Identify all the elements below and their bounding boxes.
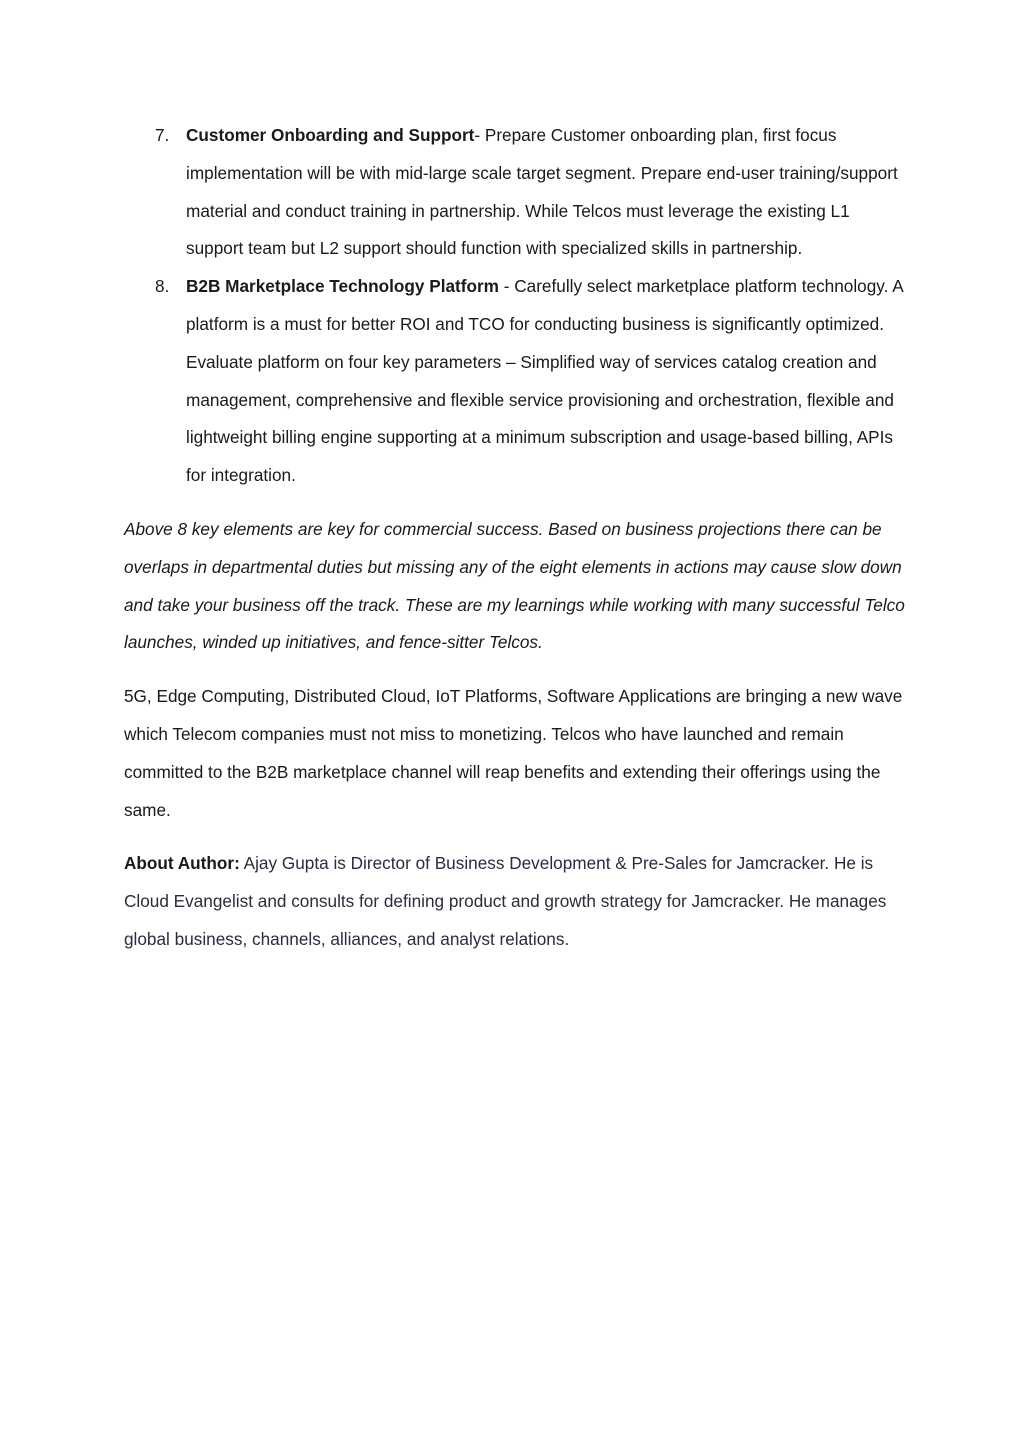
list-item-title: B2B Marketplace Technology Platform [186, 276, 499, 297]
about-author-text: Ajay Gupta is Director of Business Development & Pre-Sales for Jamcracker. He is Cloud Evangelist and consults for defining product and growth strategy for Jamcracker. He manages global business, channels, alliances, and analyst relations. [124, 853, 887, 949]
document-body [124, 117, 909, 959]
summary-paragraph: Above 8 key elements are key for commercial success. Based on business projections there can be overlaps in departmental duties but missing any of the eight elements in actions may cause slow down and take your business off the track. These are my learnings while working with many successful Telco launches, winded up initiatives, and fence-sitter Telcos. [124, 518, 905, 653]
about-author-label: About Author: [124, 853, 240, 874]
numbered-list [124, 117, 909, 495]
list-item-text: - Prepare Customer onboarding plan, first focus implementation will be with mid-large scale target segment. Prepare end-user training/support material and conduct training in partnership. While Telcos must leverage the existing L1 support team but L2 support should function with specialized skills in partnership. [186, 125, 898, 259]
list-item-text: - Carefully select marketplace platform technology. A platform is a must for better ROI and TCO for conducting business is significantly optimized. Evaluate platform on four key parameters – Simplified way of services catalog creation and management, comprehensive and flexible service provisioning and orchestration, flexible and lightweight billing engine supporting at a minimum subscription and usage-based billing, APIs for integration. [186, 276, 903, 486]
list-item-b2b-platform [124, 268, 909, 495]
about-author-paragraph [124, 845, 909, 958]
list-number: 8. [155, 276, 170, 297]
list-number: 7. [155, 125, 170, 145]
list-item-title: Customer Onboarding and Support [186, 125, 475, 145]
closing-paragraph: 5G, Edge Computing, Distributed Cloud, IoT Platforms, Software Applications are bringing a new wave which Telecom companies must not miss to monetizing. Telcos who have launched and remain committed to the B2B marketplace channel will reap benefits and extending their offerings using the same. [124, 686, 903, 820]
list-item-customer-onboarding [124, 117, 909, 268]
